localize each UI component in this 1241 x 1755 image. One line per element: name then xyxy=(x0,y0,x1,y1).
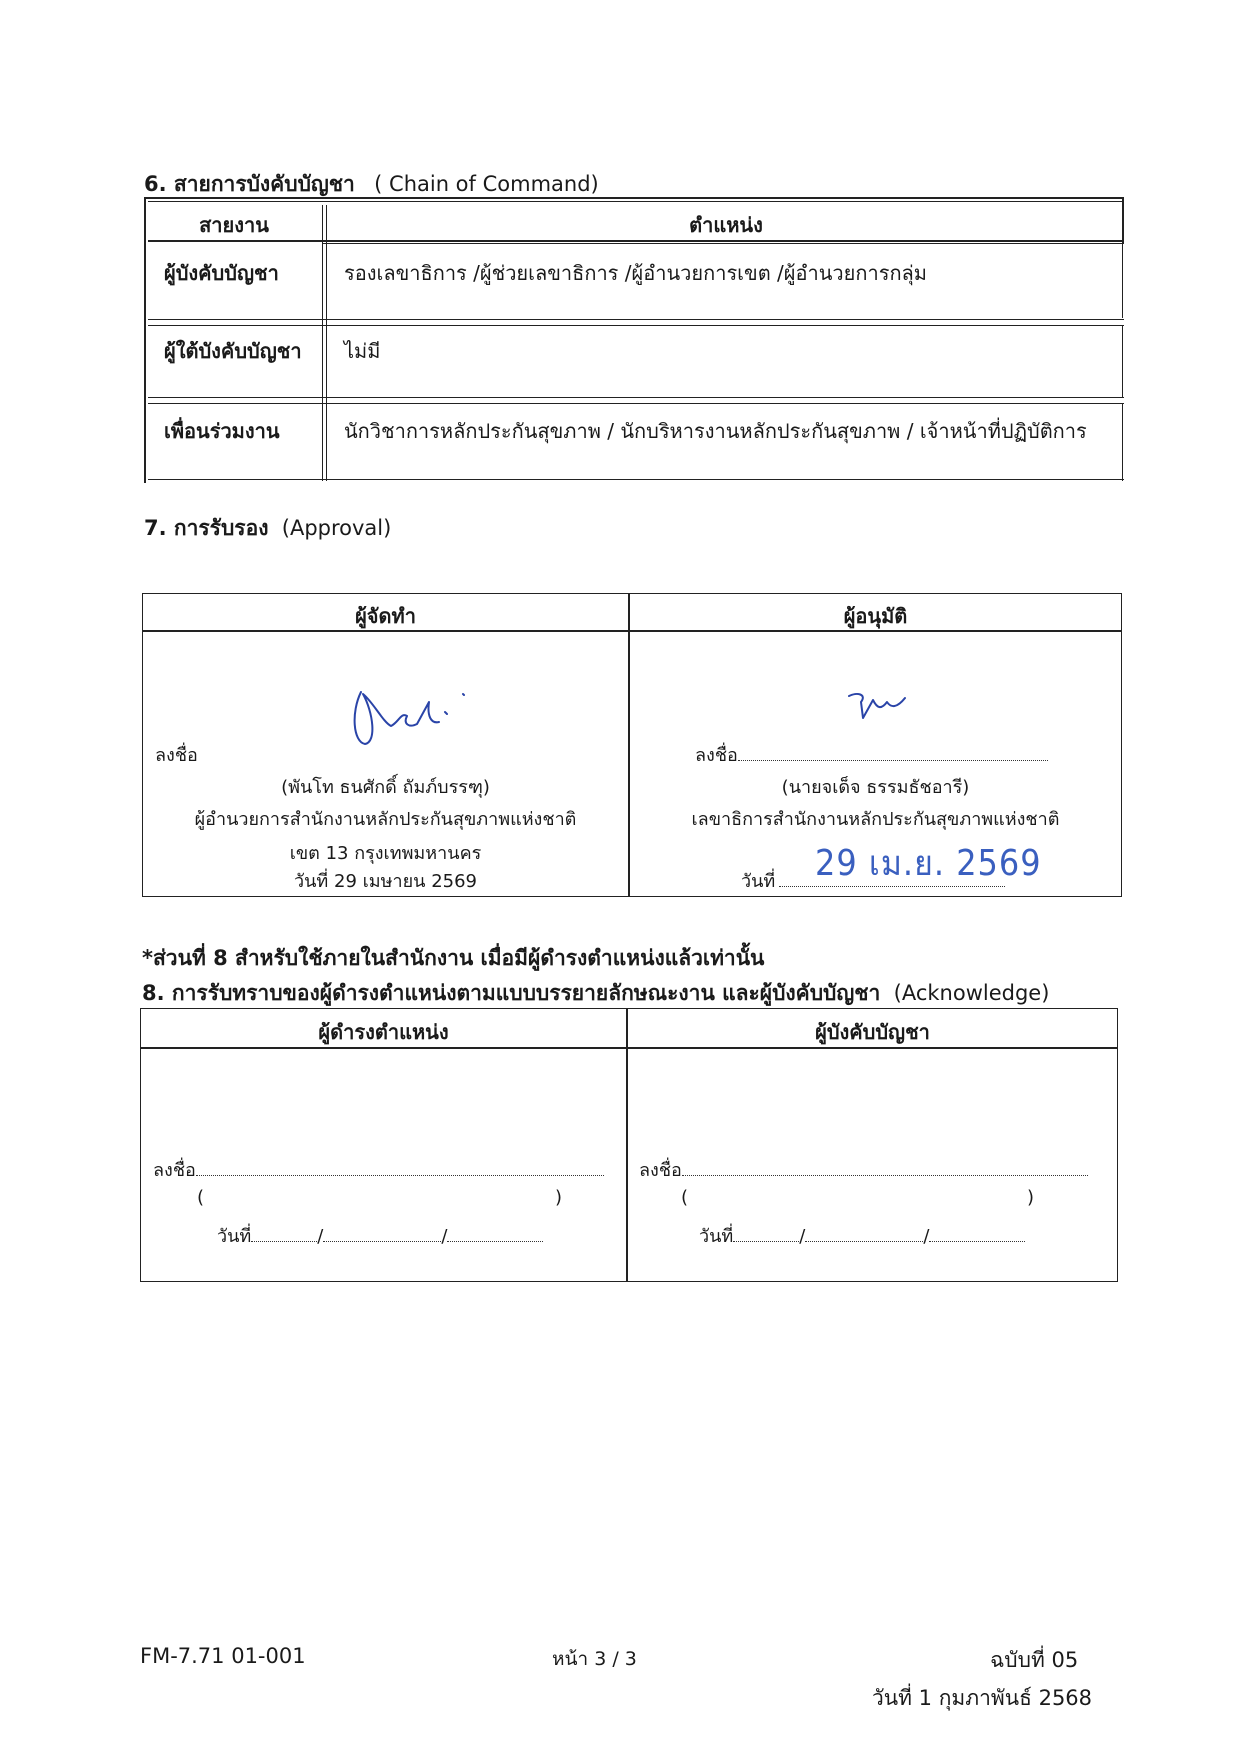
row-label-colleague: เพื่อนร่วมงาน xyxy=(164,419,280,443)
section7-heading xyxy=(144,512,391,545)
approver-sign-label: ลงชื่อ xyxy=(695,745,738,766)
supervisor-open-paren: ( xyxy=(681,1187,689,1208)
section6-heading-th: 6. สายการบังคับบัญชา xyxy=(144,172,355,196)
approver-sign-dots xyxy=(738,746,1048,761)
supervisor-date-slash-1: / xyxy=(799,1226,806,1247)
supervisor-sign-dots xyxy=(682,1161,1088,1176)
supervisor-header: ผู้บังคับบัญชา xyxy=(815,1020,930,1044)
supervisor-date-slash-2: / xyxy=(923,1226,930,1247)
holder-date-dots-day xyxy=(251,1227,317,1242)
approver-date-stamp: 29 เม.ย. 2569 xyxy=(815,842,1042,884)
row-value-colleague: นักวิชาการหลักประกันสุขภาพ / นักบริหารงานหลักประกันสุขภาพ / เจ้าหน้าที่ปฏิบัติการ xyxy=(344,419,1087,443)
approval-table xyxy=(142,593,1122,897)
preparer-title1: ผู้อำนวยการสำนักงานหลักประกันสุขภาพแห่งชาติ xyxy=(194,809,577,830)
section7-heading-th: 7. การรับรอง xyxy=(144,516,269,540)
holder-close-paren: ) xyxy=(555,1187,563,1208)
row-value-supervisor: รองเลขาธิการ /ผู้ช่วยเลขาธิการ /ผู้อำนวยการเขต /ผู้อำนวยการกลุ่ม xyxy=(344,261,927,285)
holder-date-dots-month xyxy=(323,1227,441,1242)
approver-signature xyxy=(843,688,913,724)
section8-heading-th: 8. การรับทราบของผู้ดำรงตำแหน่งตามแบบบรรยายลักษณะงาน และผู้บังคับบัญชา xyxy=(142,981,881,1005)
row-label-supervisor: ผู้บังคับบัญชา xyxy=(164,261,279,285)
supervisor-date-dots-year xyxy=(929,1227,1025,1242)
holder-date-slash-1: / xyxy=(317,1226,324,1247)
preparer-signature xyxy=(343,682,483,752)
footer-edition-date: วันที่ 1 กุมภาพันธ์ 2568 xyxy=(872,1686,1093,1710)
footer-form-code: FM-7.71 01-001 xyxy=(140,1644,306,1668)
preparer-title2: เขต 13 กรุงเทพมหานคร xyxy=(289,843,482,864)
preparer-date: วันที่ 29 เมษายน 2569 xyxy=(294,871,477,892)
section6-heading-en: ( Chain of Command) xyxy=(374,172,599,196)
col-header-line: สายงาน xyxy=(199,213,269,237)
row-value-subordinate: ไม่มี xyxy=(344,339,381,363)
row-label-subordinate: ผู้ใต้บังคับบัญชา xyxy=(164,339,302,363)
approver-name: (นายจเด็จ ธรรมธัชอารี) xyxy=(781,777,970,798)
preparer-header: ผู้จัดทำ xyxy=(355,604,416,628)
chain-of-command-table xyxy=(144,197,1124,483)
supervisor-date-dots-month xyxy=(805,1227,923,1242)
holder-date-line xyxy=(217,1221,543,1250)
holder-header: ผู้ดำรงตำแหน่ง xyxy=(318,1020,449,1044)
approver-header: ผู้อนุมัติ xyxy=(843,604,908,628)
approver-date-label: วันที่ xyxy=(741,871,776,892)
holder-open-paren: ( xyxy=(197,1187,205,1208)
section8-heading xyxy=(142,977,1049,1010)
supervisor-date-dots-day xyxy=(733,1227,799,1242)
section8-note: *ส่วนที่ 8 สำหรับใช้ภายในสำนักงาน เมื่อมีผู้ดำรงตำแหน่งแล้วเท่านั้น xyxy=(142,946,765,970)
holder-sign-label: ลงชื่อ xyxy=(153,1160,196,1181)
section8-heading-en: (Acknowledge) xyxy=(893,981,1050,1005)
holder-sign-dots xyxy=(196,1161,604,1176)
footer-page-number: หน้า 3 / 3 xyxy=(552,1648,637,1670)
preparer-name: (พันโท ธนศักดิ์ ถัมภ์บรรฑุ) xyxy=(281,777,490,798)
acknowledge-table xyxy=(140,1008,1118,1282)
supervisor-close-paren: ) xyxy=(1027,1187,1035,1208)
approver-sign-line xyxy=(695,740,1048,769)
supervisor-sign-line xyxy=(639,1155,1088,1184)
supervisor-date-label: วันที่ xyxy=(699,1226,734,1247)
supervisor-sign-label: ลงชื่อ xyxy=(639,1160,682,1181)
holder-date-slash-2: / xyxy=(441,1226,448,1247)
section7-heading-en: (Approval) xyxy=(281,516,392,540)
preparer-sign-label: ลงชื่อ xyxy=(155,745,198,766)
holder-date-label: วันที่ xyxy=(217,1226,252,1247)
holder-date-dots-year xyxy=(447,1227,543,1242)
holder-sign-line xyxy=(153,1155,604,1184)
col-header-position: ตำแหน่ง xyxy=(689,213,763,237)
footer-edition: ฉบับที่ 05 xyxy=(990,1648,1079,1672)
approver-title1: เลขาธิการสำนักงานหลักประกันสุขภาพแห่งชาติ xyxy=(691,809,1060,830)
supervisor-date-line xyxy=(699,1221,1025,1250)
